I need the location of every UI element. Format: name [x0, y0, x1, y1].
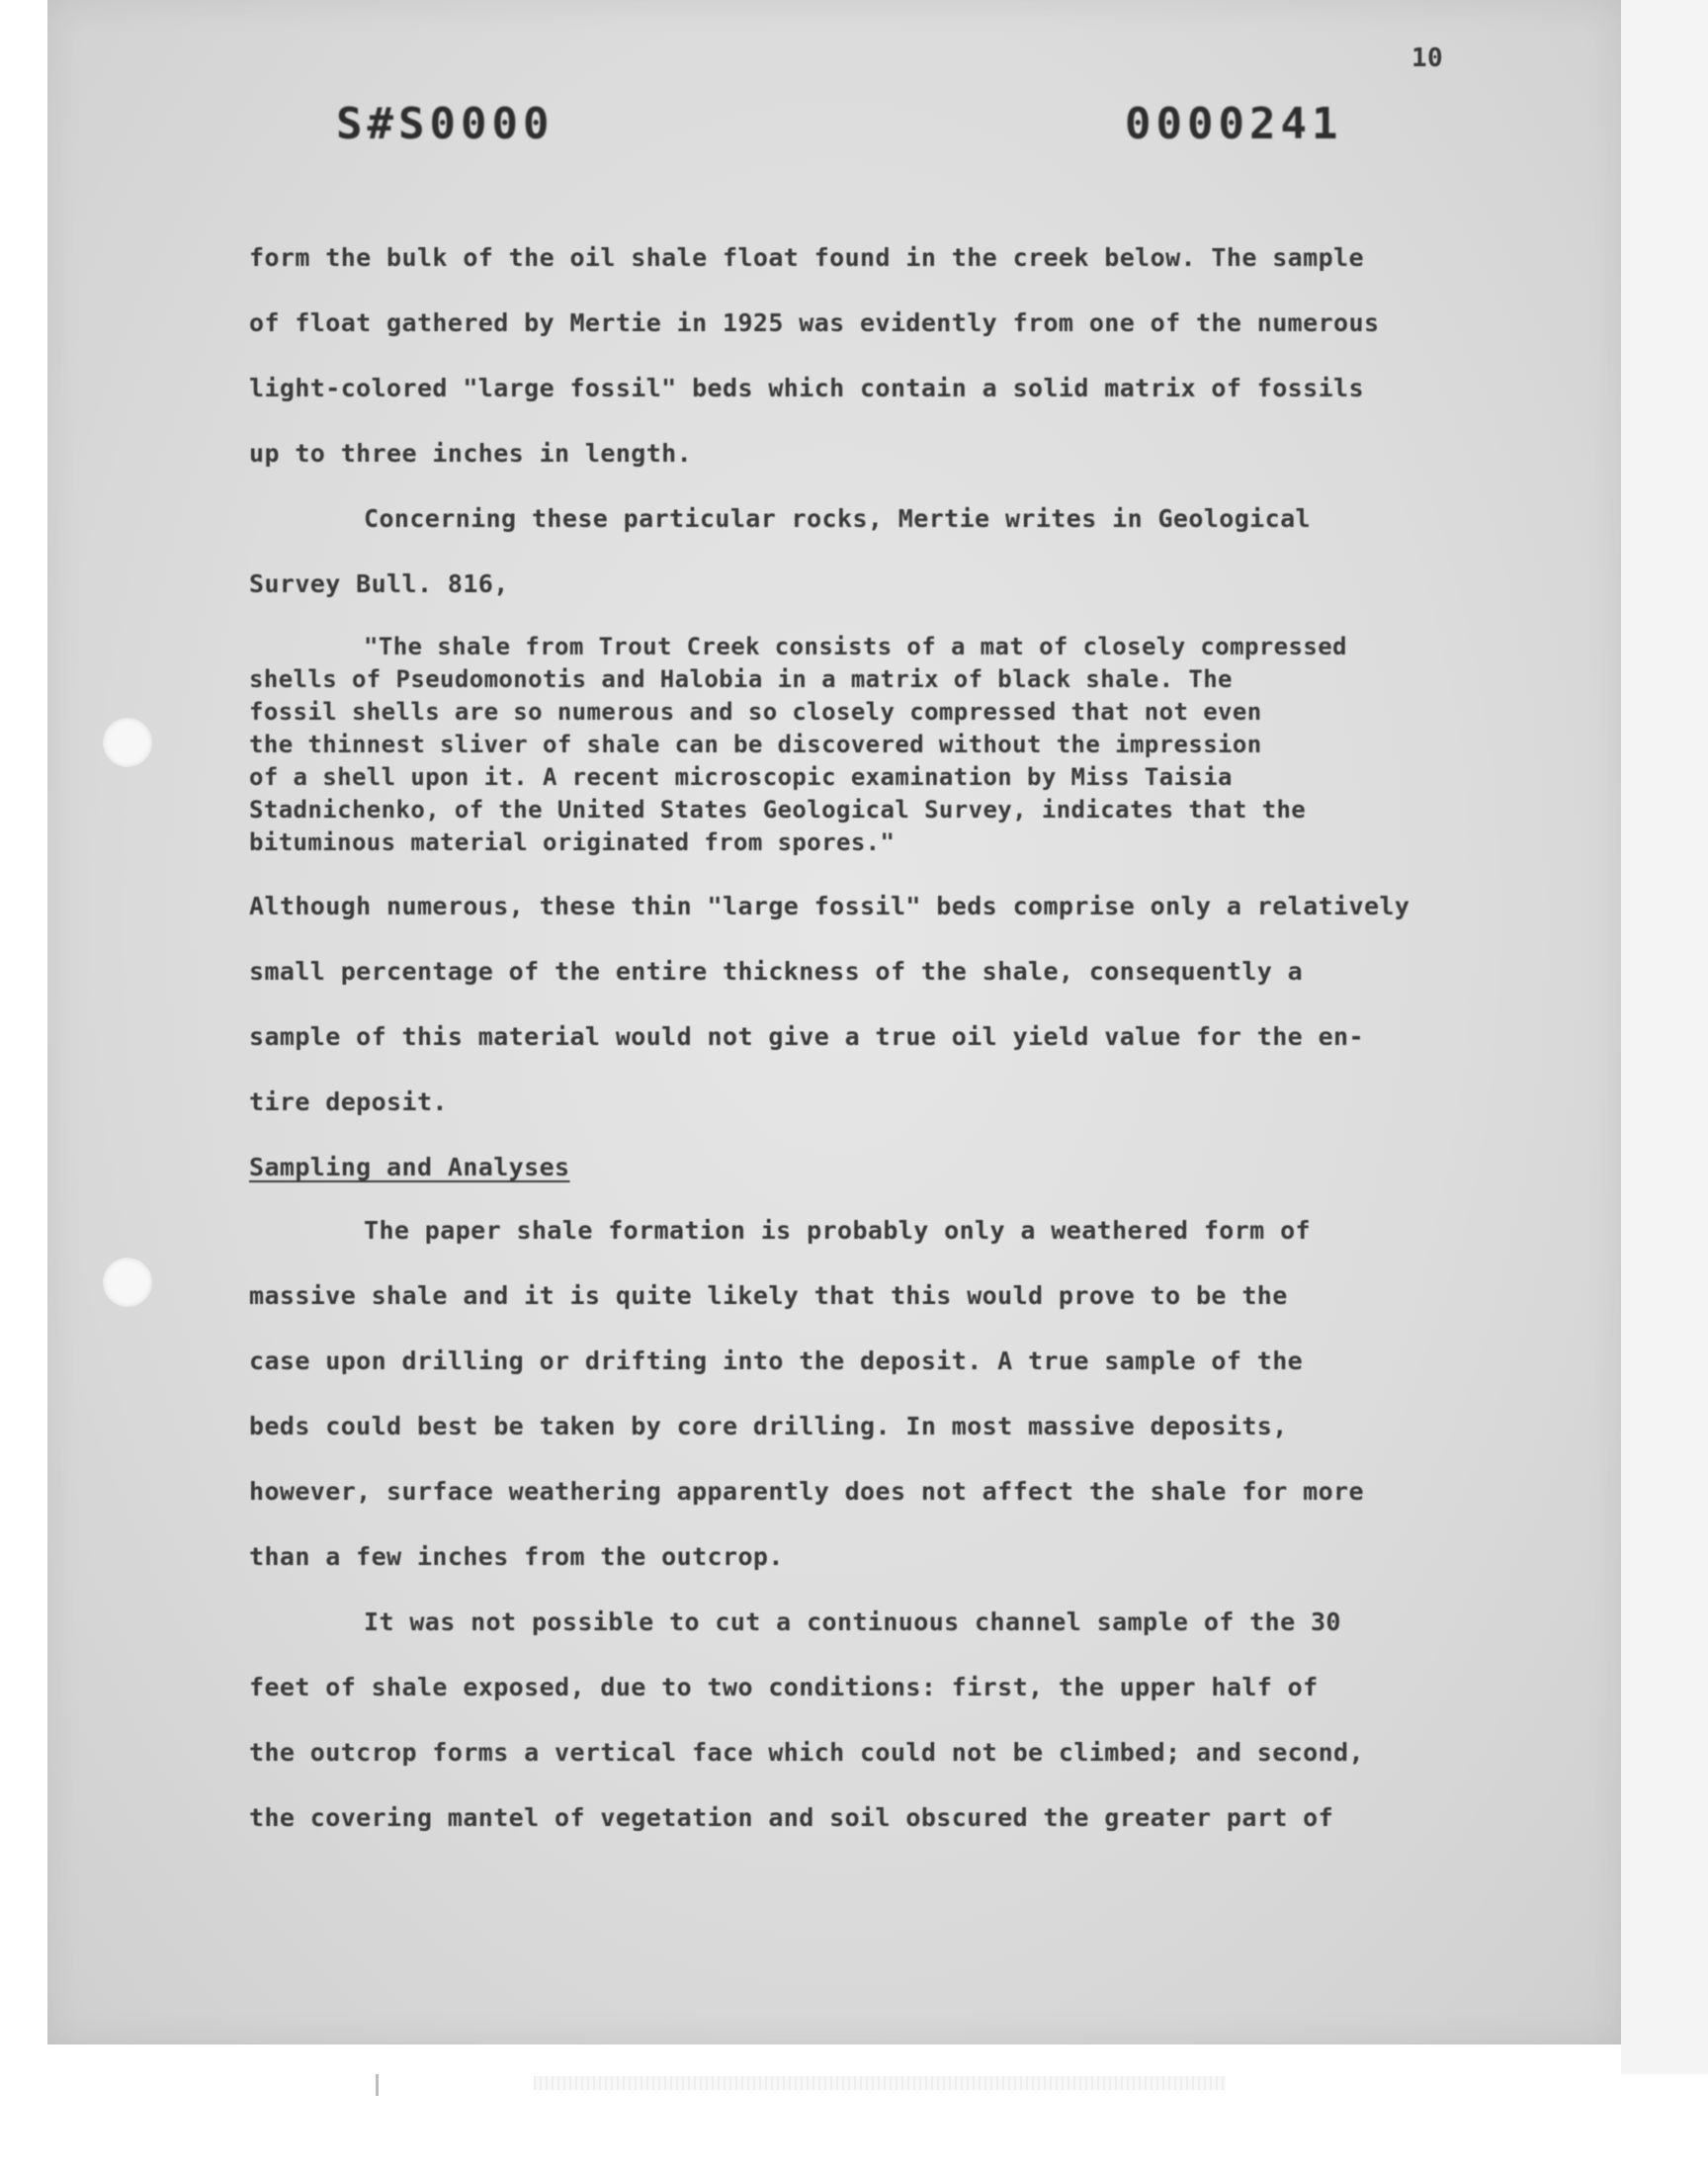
text-line: Survey Bull. 816,: [249, 569, 509, 598]
punch-hole: [103, 718, 152, 767]
text-line: the outcrop forms a vertical face which could not be climbed; and second,: [249, 1738, 1364, 1767]
quote-line: shells of Pseudomonotis and Halobia in a matrix of black shale. The: [249, 665, 1233, 693]
quote-line: the thinnest sliver of shale can be discovered without the impression: [249, 731, 1262, 758]
quote-line: bituminous material originated from spores.": [249, 828, 896, 856]
punch-hole: [103, 1258, 152, 1307]
document-stamp-left: S#S0000: [336, 99, 555, 149]
text-line: Concerning these particular rocks, Mertie writes in Geological: [364, 504, 1311, 533]
scan-artifact-band: [534, 2076, 1226, 2090]
quote-line: "The shale from Trout Creek consists of a mat of closely compressed: [364, 633, 1347, 660]
text-line: tire deposit.: [249, 1088, 448, 1116]
section-heading: Sampling and Analyses: [249, 1153, 570, 1181]
document-stamp-right: 0000241: [1125, 99, 1343, 149]
text-line: It was not possible to cut a continuous channel sample of the 30: [364, 1608, 1341, 1636]
text-line: than a few inches from the outcrop.: [249, 1542, 784, 1571]
scan-margin-right: [1621, 0, 1708, 2076]
scan-artifact-line: [376, 2074, 379, 2096]
quote-line: fossil shells are so numerous and so closely compressed that not even: [249, 698, 1262, 726]
text-line: small percentage of the entire thickness of the shale, consequently a: [249, 957, 1304, 986]
text-line: however, surface weathering apparently does not affect the shale for more: [249, 1477, 1364, 1506]
text-line: case upon drilling or drifting into the deposit. A true sample of the: [249, 1347, 1304, 1375]
text-line: the covering mantel of vegetation and soil obscured the greater part of: [249, 1803, 1334, 1832]
text-line: Although numerous, these thin "large fossil" beds comprise only a relatively: [249, 892, 1410, 920]
page-number: 10: [1411, 44, 1444, 73]
text-line: sample of this material would not give a true oil yield value for the en-: [249, 1022, 1364, 1051]
text-line: of float gathered by Mertie in 1925 was evidently from one of the numerous: [249, 308, 1380, 337]
text-line: light-colored "large fossil" beds which contain a solid matrix of fossils: [249, 374, 1364, 402]
text-line: up to three inches in length.: [249, 439, 693, 468]
text-line: beds could best be taken by core drilling. In most massive deposits,: [249, 1412, 1288, 1440]
text-line: form the bulk of the oil shale float found in the creek below. The sample: [249, 243, 1364, 272]
quote-line: of a shell upon it. A recent microscopic examination by Miss Taisia: [249, 763, 1233, 791]
text-line: massive shale and it is quite likely that this would prove to be the: [249, 1281, 1288, 1310]
text-line: feet of shale exposed, due to two conditions: first, the upper half of: [249, 1673, 1319, 1701]
text-line: The paper shale formation is probably only a weathered form of: [364, 1216, 1311, 1245]
quote-line: Stadnichenko, of the United States Geological Survey, indicates that the: [249, 796, 1307, 824]
